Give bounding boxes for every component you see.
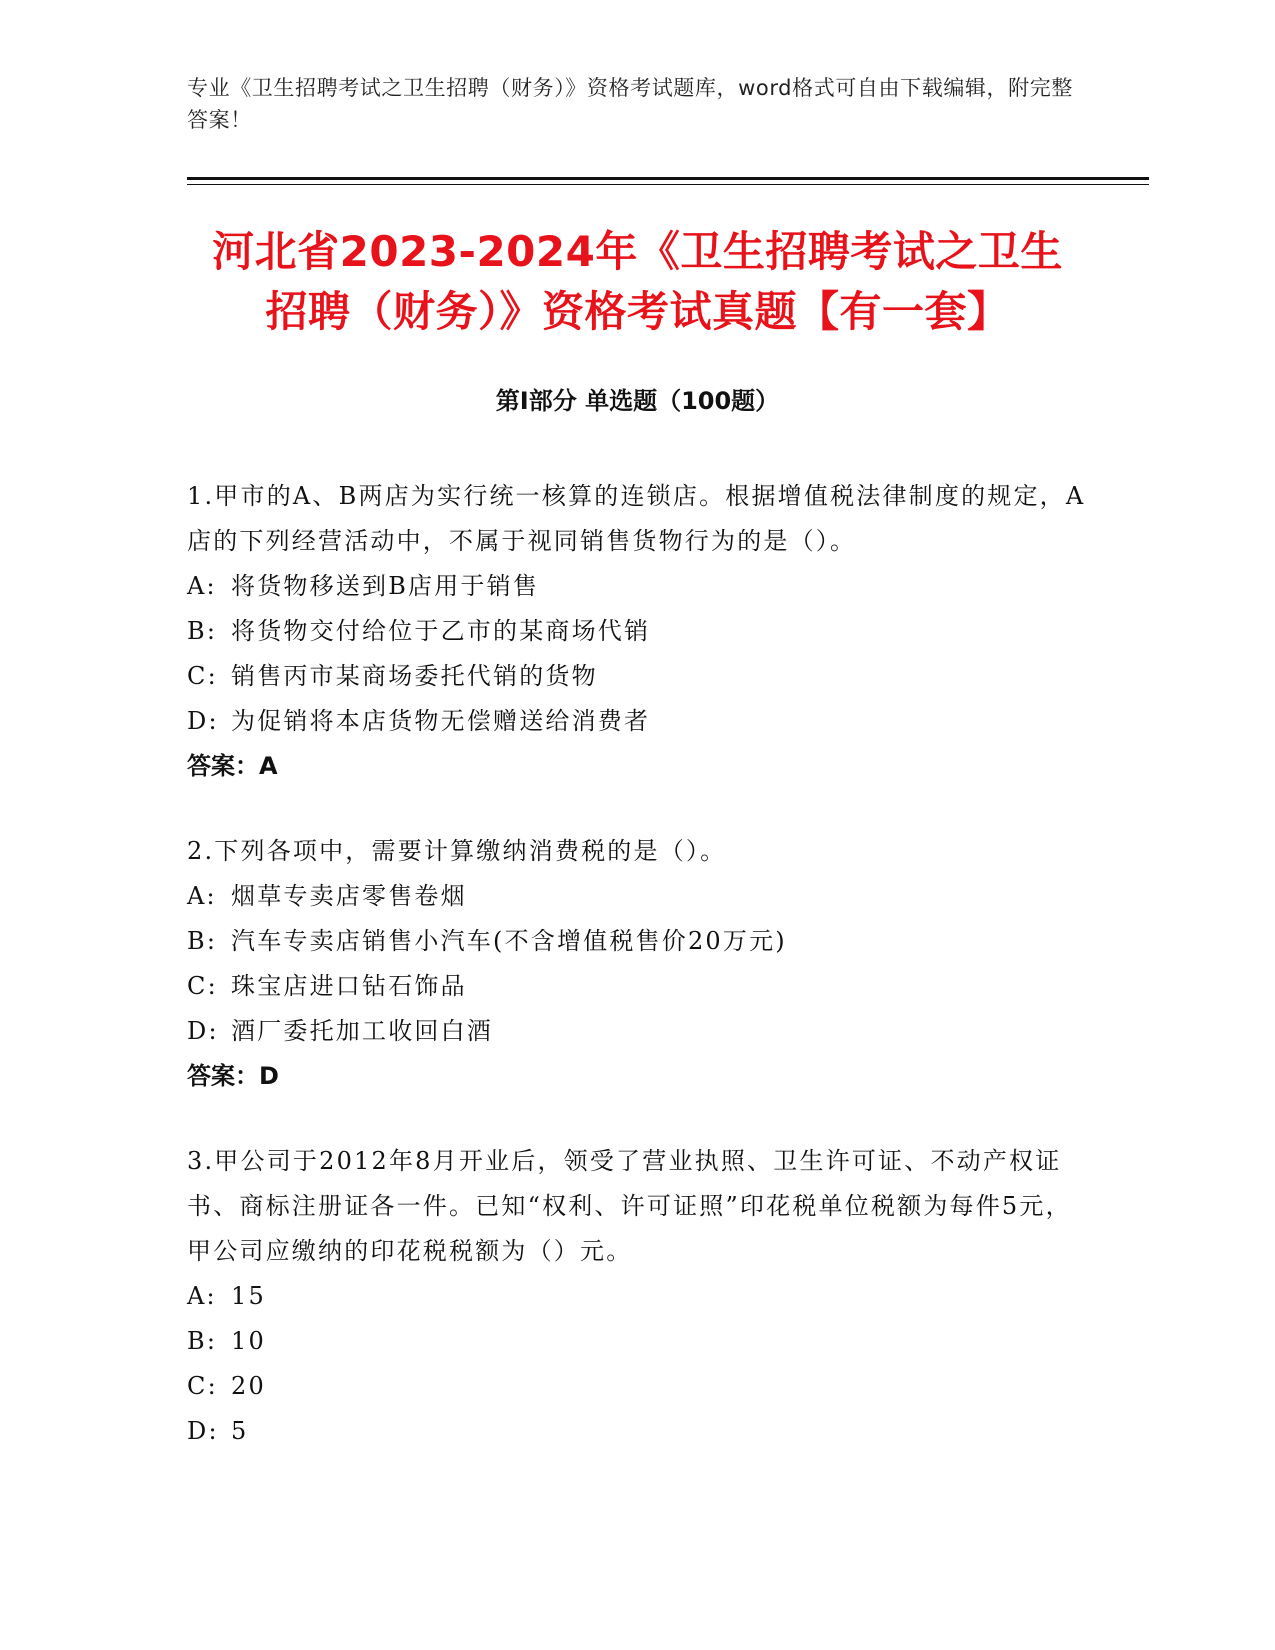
option-letter: A: [187, 882, 217, 910]
option-letter: C: [187, 972, 218, 1000]
option-letter: D: [187, 1017, 219, 1045]
question-list [187, 474, 1087, 1494]
option-c [187, 654, 1087, 699]
option-text: 10 [231, 1327, 266, 1355]
option-letter: B: [187, 927, 218, 955]
option-text: 烟草专卖店零售卷烟 [231, 882, 467, 910]
document-title-line-1: 河北省2023-2024年《卫生招聘考试之卫生 [212, 227, 1063, 276]
question-2 [187, 829, 1087, 1099]
question-1 [187, 474, 1087, 789]
option-b [187, 609, 1087, 654]
option-c [187, 964, 1087, 1009]
option-letter: A: [187, 1282, 217, 1310]
option-text: 为促销将本店货物无偿赠送给消费者 [231, 707, 651, 735]
option-d [187, 1409, 1087, 1454]
option-text: 20 [231, 1372, 266, 1400]
option-letter: C: [187, 662, 218, 690]
option-b [187, 919, 1087, 964]
answer-label: 答案： [187, 1062, 259, 1090]
option-text: 酒厂委托加工收回白酒 [231, 1017, 493, 1045]
option-a [187, 1274, 1087, 1319]
option-a [187, 564, 1087, 609]
header-note: 专业《卫生招聘考试之卫生招聘（财务）》资格考试题库，word格式可自由下载编辑，附完整答案！ [187, 76, 1073, 132]
header-divider-thin [187, 184, 1149, 185]
option-text: 销售丙市某商场委托代销的货物 [231, 662, 598, 690]
option-text: 汽车专卖店销售小汽车(不含增值税售价20万元) [231, 927, 787, 955]
answer-value: A [259, 752, 278, 780]
answer-label: 答案： [187, 752, 259, 780]
question-stem: 1.甲市的A、B两店为实行统一核算的连锁店。根据增值税法律制度的规定，A店的下列经营活动中，不属于视同销售货物行为的是（）。 [187, 482, 1086, 555]
question-3 [187, 1139, 1087, 1454]
option-d [187, 1009, 1087, 1054]
option-letter: A: [187, 572, 217, 600]
question-stem: 2.下列各项中，需要计算缴纳消费税的是（）。 [187, 837, 727, 865]
answer-line [187, 744, 1087, 789]
option-b [187, 1319, 1087, 1364]
option-letter: B: [187, 617, 218, 645]
option-letter: C: [187, 1372, 218, 1400]
option-text: 5 [231, 1417, 249, 1445]
answer-line [187, 1054, 1087, 1099]
option-d [187, 699, 1087, 744]
option-c [187, 1364, 1087, 1409]
document-title-line-2: 招聘（财务）》资格考试真题【有一套】 [265, 287, 1010, 336]
option-letter: D: [187, 707, 219, 735]
question-stem: 3.甲公司于2012年8月开业后，领受了营业执照、卫生许可证、不动产权证书、商标注册证各一件。已知“权利、许可证照”印花税单位税额为每件5元，甲公司应缴纳的印花税税额为（）元。 [187, 1147, 1072, 1265]
option-text: 将货物移送到B店用于销售 [231, 572, 540, 600]
document-title [150, 222, 1125, 342]
option-text: 珠宝店进口钻石饰品 [231, 972, 467, 1000]
answer-value: D [259, 1062, 279, 1090]
option-text: 将货物交付给位于乙市的某商场代销 [231, 617, 651, 645]
option-letter: B: [187, 1327, 218, 1355]
section-title: 第Ⅰ部分 单选题（100题） [495, 387, 780, 415]
header-divider-thick [187, 177, 1149, 180]
option-letter: D: [187, 1417, 219, 1445]
option-text: 15 [231, 1282, 266, 1310]
option-a [187, 874, 1087, 919]
